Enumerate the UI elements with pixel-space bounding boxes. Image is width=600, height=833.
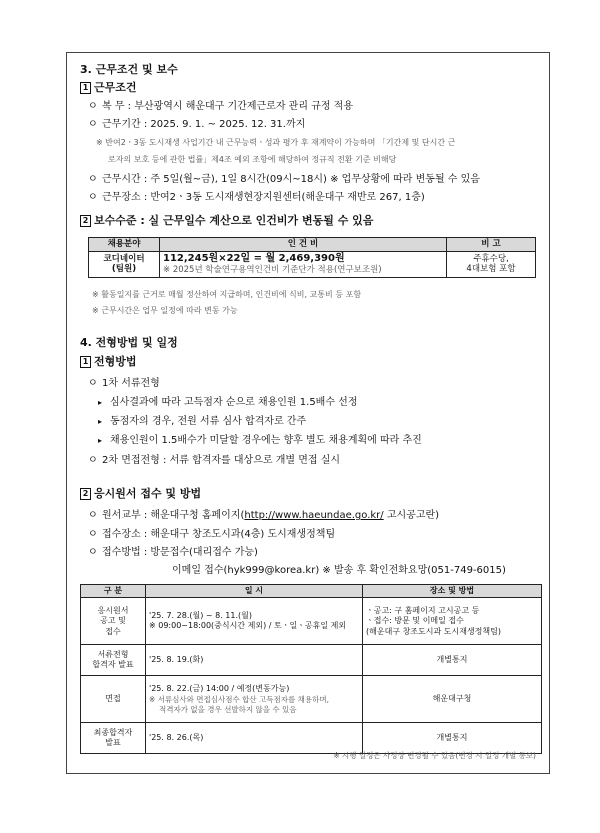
sub-number-box: 1 — [80, 82, 91, 94]
sub-title: 근무조건 — [94, 81, 137, 94]
schedule-category: 최종합격자 발표 — [81, 723, 146, 754]
bullet-icon: ㅇ — [88, 101, 98, 112]
sub-number-box: 2 — [80, 488, 91, 500]
sub-title: 전형방법 — [94, 355, 137, 368]
reception-place: ㅇ 접수장소 : 해운대구 창조도시과(4층) 도시재생정책팀 — [88, 529, 336, 540]
pay-field-cell: 코디네이터 (팀원) — [89, 251, 160, 277]
work-item-period: ㅇ 근무기간 : 2025. 9. 1. ~ 2025. 12. 31.까지 — [88, 119, 306, 130]
bullet-icon: ㅇ — [88, 174, 98, 185]
pay-header-pay: 인 건 비 — [160, 238, 447, 252]
schedule-header-place: 장소 및 방법 — [363, 585, 542, 598]
first-stage: ㅇ 1차 서류전형 — [88, 378, 160, 389]
work-item-duty: ㅇ 복 무 : 부산광역시 해운대구 기간제근로자 관리 규정 적용 — [88, 101, 353, 112]
schedule-category: 면접 — [81, 676, 146, 723]
schedule-header-date: 일 시 — [146, 585, 363, 598]
pay-amount-cell: 112,245원×22일 = 월 2,469,390원 ※ 2025년 학술연구용역인건비 기준단가 적용(연구보조원) — [160, 251, 447, 277]
schedule-place: 해운대구청 — [363, 676, 542, 723]
schedule-place: 개별통지 — [363, 723, 542, 754]
schedule-place: 개별통지 — [363, 645, 542, 676]
sub-title: 응시원서 접수 및 방법 — [94, 487, 202, 500]
section4-sub1-heading — [80, 356, 137, 369]
arrow-icon: ▸ — [98, 436, 103, 445]
schedule-date: '25. 8. 19.(화) — [146, 645, 363, 676]
schedule-row — [81, 598, 542, 645]
schedule-date: '25. 8. 26.(목) — [146, 723, 363, 754]
work-item-hours: ㅇ 근무시간 : 주 5일(월~금), 1일 8시간(09시~18시) ※ 업무상황에 따라 변동될 수 있음 — [88, 174, 480, 185]
schedule-place: ㆍ공고: 구 홈페이지 고시공고 등 ㆍ접수: 방문 및 이메일 접수 (해운대구 창조도시과 도시재생정책팀) — [363, 598, 542, 645]
work-item-place: ㅇ 근무장소 : 반여2ㆍ3동 도시재생현장지원센터(해운대구 재반로 267, 1층) — [88, 192, 425, 203]
pay-note-cell: 주휴수당, 4대보험 포함 — [447, 251, 536, 277]
sub-number-box: 1 — [80, 356, 91, 368]
section3-title: 3. 근무조건 및 보수 — [80, 63, 178, 76]
period-note-line2: 로자의 보호 등에 관한 법률」제4조 예외 조항에 해당하여 정규직 전환 기준 비해당 — [108, 155, 397, 164]
bullet-icon: ㅇ — [88, 119, 98, 130]
bullet-icon: ㅇ — [88, 529, 98, 540]
section4-sub2-heading — [80, 488, 201, 501]
pay-note-2: ※ 근무시간은 업무 일정에 따라 변동 가능 — [92, 306, 238, 315]
arrow-icon: ▸ — [98, 398, 103, 407]
reception-method: ㅇ 접수방법 : 방문접수(대리접수 가능) — [88, 547, 258, 558]
section4-title: 4. 전형방법 및 일정 — [80, 336, 178, 349]
bullet-icon: ㅇ — [88, 510, 98, 521]
sub-title: 보수수준 : 실 근무일수 계산으로 인건비가 변동될 수 있음 — [94, 214, 374, 227]
schedule-date: '25. 8. 22.(금) 14:00 / 예정(변동가능) ※ 서류심사와 면접심사점수 합산 고득점자를 채용하며, 적격자가 없을 경우 선발하지 않을 수 있음 — [146, 676, 363, 723]
first-stage-detail: ▸ 심사결과에 따라 고득점자 순으로 채용인원 1.5배수 선정 — [98, 397, 358, 408]
schedule-category: 서류전형 합격자 발표 — [81, 645, 146, 676]
first-stage-detail: ▸ 동점자의 경우, 전원 서류 심사 합격자로 간주 — [98, 416, 307, 427]
section3-sub2-heading — [80, 215, 373, 228]
bullet-icon: ㅇ — [88, 192, 98, 203]
schedule-footnote: ※ 시행 일정은 사정상 변경될 수 있음(변경 시 일정 개별 통보) — [333, 751, 536, 760]
pay-header-note: 비 고 — [447, 238, 536, 252]
sub-number-box: 2 — [80, 215, 91, 227]
schedule-row — [81, 676, 542, 723]
bullet-icon: ㅇ — [88, 455, 98, 466]
second-stage: ㅇ 2차 면접전형 : 서류 합격자를 대상으로 개별 면접 실시 — [88, 455, 341, 466]
arrow-icon: ▸ — [98, 417, 103, 426]
homepage-link[interactable]: http://www.haeundae.go.kr/ — [244, 510, 384, 521]
distribution-line: ㅇ 원서교부 : 해운대구청 홈페이지(http://www.haeundae.go.kr/ 고시공고란) — [88, 510, 440, 521]
schedule-header-category: 구 분 — [81, 585, 146, 598]
schedule-table — [80, 584, 542, 754]
pay-header-field: 채용분야 — [89, 238, 160, 252]
schedule-row — [81, 723, 542, 754]
section3-sub1-heading — [80, 82, 137, 95]
email-reception: 이메일 접수(hyk999@korea.kr) ※ 발송 후 확인전화요망(051-749-6015) — [172, 565, 506, 576]
bullet-icon: ㅇ — [88, 378, 98, 389]
schedule-category: 응시원서 공고 및 접수 — [81, 598, 146, 645]
pay-table — [88, 237, 536, 278]
first-stage-detail: ▸ 채용인원이 1.5배수가 미달할 경우에는 향후 별도 채용계획에 따라 추진 — [98, 435, 422, 446]
bullet-icon: ㅇ — [88, 547, 98, 558]
pay-note-1: ※ 활동일지를 근거로 매월 정산하여 지급하며, 인건비에 식비, 교통비 등 포함 — [92, 290, 362, 299]
period-note-line1: ※ 반여2ㆍ3동 도시재생 사업기간 내 근무능력ㆍ성과 평가 후 재계약이 가능하며 「기간제 및 단시간 근 — [96, 138, 456, 147]
schedule-row — [81, 645, 542, 676]
schedule-date: '25. 7. 28.(월) ~ 8. 11.(월) ※ 09:00~18:00(중식시간 제외) / 토ㆍ일ㆍ공휴일 제외 — [146, 598, 363, 645]
